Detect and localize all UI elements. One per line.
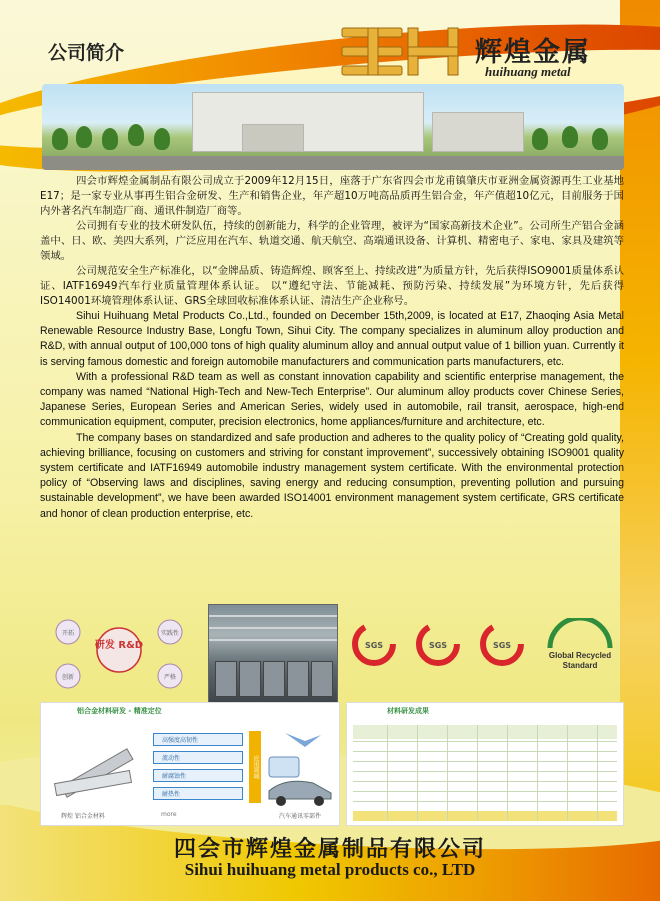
grs-label-line1: Global Recycled	[548, 651, 612, 660]
application-arrow: 应用领域	[249, 731, 261, 803]
grs-label-line2: Standard	[562, 661, 598, 670]
results-table-panel	[346, 702, 624, 826]
feature-tag: 耐热性	[153, 787, 243, 800]
tree	[154, 128, 170, 150]
rd-graphic	[44, 610, 194, 702]
roof-beam	[209, 639, 337, 641]
roof-beam	[209, 627, 337, 629]
sgs-cert-icon	[416, 622, 460, 666]
bar-caption: 辉煌 铝合金材料	[61, 813, 105, 820]
table-divider	[447, 725, 448, 821]
rd-item: 开拓	[61, 630, 75, 637]
storage-rack	[215, 661, 237, 697]
table-divider	[477, 725, 478, 821]
feature-tag: 流动性	[153, 751, 243, 764]
factory-gate	[242, 124, 304, 152]
brand-name-en: huihuang metal	[485, 64, 571, 79]
brand-name-cn: 辉煌金属	[475, 37, 591, 68]
tree	[76, 126, 92, 148]
grs-logo-icon	[540, 618, 620, 676]
table-divider	[387, 725, 388, 821]
table-divider	[537, 725, 538, 821]
panel-title: 材料研发成果	[387, 707, 429, 715]
intro-cn-paragraph: 四会市辉煌金属制品有限公司成立于2009年12月15日，座落于广东省四会市龙甫镇肇庆市亚洲金属资源再生工业基地E17；是一家专业从事再生铝合金研发、生产和销售企业，年产超10万吨高品质再生铝合金，年产值超10亿元，目前服务于国内外著名汽车制造厂商、通讯件制造厂商等。	[40, 175, 624, 217]
table-divider	[507, 725, 508, 821]
table-divider	[417, 725, 418, 821]
intro-cn-paragraph: 公司拥有专业的技术研发队伍，持续的创新能力，科学的企业管理，被评为“国家高新技术企业”。公司所生产铝合金涵盖中、日、欧、美四大系列，广泛应用在汽车、轨道交通、航天航空、高端通讯设备、计算机、精密电子、家电、家具及建筑等领域。	[40, 220, 624, 262]
company-intro	[40, 174, 624, 522]
storage-rack	[239, 661, 261, 697]
rd-item: 创新	[61, 674, 75, 681]
storage-rack	[287, 661, 309, 697]
footer-company-en: Sihui huihuang metal products co., LTD	[184, 860, 476, 879]
intro-en-paragraph: With a professional R&D team as well as constant innovation capability and scientific enterprise management, the company was named “National High-Tech and New-Tech Enterprise”. Our aluminum alloy products cover Chinese Series, Japanese Series, European Series and American Series, widely used in automobile, rail transit, aerospace, high-end communication equipment, computer, precision electronics, home appliances/furniture and architecture, etc.	[40, 370, 624, 429]
workshop-photo	[208, 604, 338, 706]
footer-company-cn: 四会市辉煌金属制品有限公司	[173, 836, 486, 862]
sgs-label: SGS	[364, 641, 384, 650]
sgs-label: SGS	[492, 641, 512, 650]
decor-right-edge	[620, 0, 660, 901]
feature-tag: 耐腐蚀性	[153, 769, 243, 782]
intro-cn-paragraph: 公司规范安全生产标准化，以“金牌品质、铸造辉煌、顾客至上、持续改进”为质量方针，先后获得ISO9001质量体系认证、IATF16949汽车行业质量管理体系认证。 以“遵纪守法、节能减耗、预防污染、持续发展”为环境方针，先后获得ISO14001环境管理体系认证、GRS全球回收标准体系认证、清洁生产企业称号。	[40, 265, 624, 307]
storage-rack	[263, 661, 285, 697]
car-icon	[265, 727, 335, 811]
tree	[52, 128, 68, 150]
rd-item: 严格	[163, 674, 177, 681]
car-caption: 汽车通讯零部件	[279, 813, 322, 820]
factory-building-side	[432, 112, 524, 152]
panel-title: 铝合金材料研发 - 精准定位	[77, 707, 162, 715]
results-table	[353, 725, 617, 821]
tree	[128, 124, 144, 146]
intro-en-paragraph: The company bases on standardized and safe production and adheres to the quality policy of “Creating gold quality, achieving brilliance, focusing on customers and striving for constant improvement”, successively obtaining ISO9001 quality system certificate and IATF16949 automobile industry management system certificate. With the environmental protection policy of “Observing laws and disciplines, saving energy and reducing consumption, preventing pollution and pursuing sustainable development”, we have been awarded ISO14001 environment management system certificate, GRS certificate and honor of clean production enterprise, etc.	[40, 431, 624, 520]
aluminum-bars-icon	[51, 733, 141, 803]
tree	[562, 126, 578, 148]
alloy-rd-panel	[40, 702, 340, 826]
sgs-cert-icon	[480, 622, 524, 666]
table-highlight-row	[353, 811, 617, 821]
road	[42, 156, 624, 170]
table-divider	[567, 725, 568, 821]
page-title: 公司简介	[48, 42, 125, 64]
company-logo-icon	[340, 22, 470, 82]
tree	[532, 128, 548, 150]
storage-rack	[311, 661, 333, 697]
feature-tag: 高强度高韧性	[153, 733, 243, 746]
table-divider	[597, 725, 598, 821]
intro-en-paragraph: Sihui Huihuang Metal Products Co.,Ltd., founded on December 15th,2009, is located at E17, Zhaoqing Asia Metal Renewable Resource Industry Base, Longfu Town, Sihui City. The company specializes in aluminum alloy production and R&D, with annual output of 100,000 tons of high quality aluminum alloy and annual output value of 1 billion yuan. Currently it is serving famous domestic and foreign automobile manufacturers and communication parts manufacturers, etc.	[40, 310, 624, 368]
factory-building	[192, 92, 424, 152]
more-label: more	[161, 811, 177, 818]
rd-center-label: 研发 R&D	[94, 640, 144, 651]
roof-beam	[209, 615, 337, 617]
tree	[592, 128, 608, 150]
sgs-label: SGS	[428, 641, 448, 650]
tree	[102, 128, 118, 150]
table-header-row	[353, 725, 617, 739]
rd-item: 实践性	[160, 630, 180, 637]
factory-photo	[42, 84, 624, 170]
sgs-cert-icon	[352, 622, 396, 666]
